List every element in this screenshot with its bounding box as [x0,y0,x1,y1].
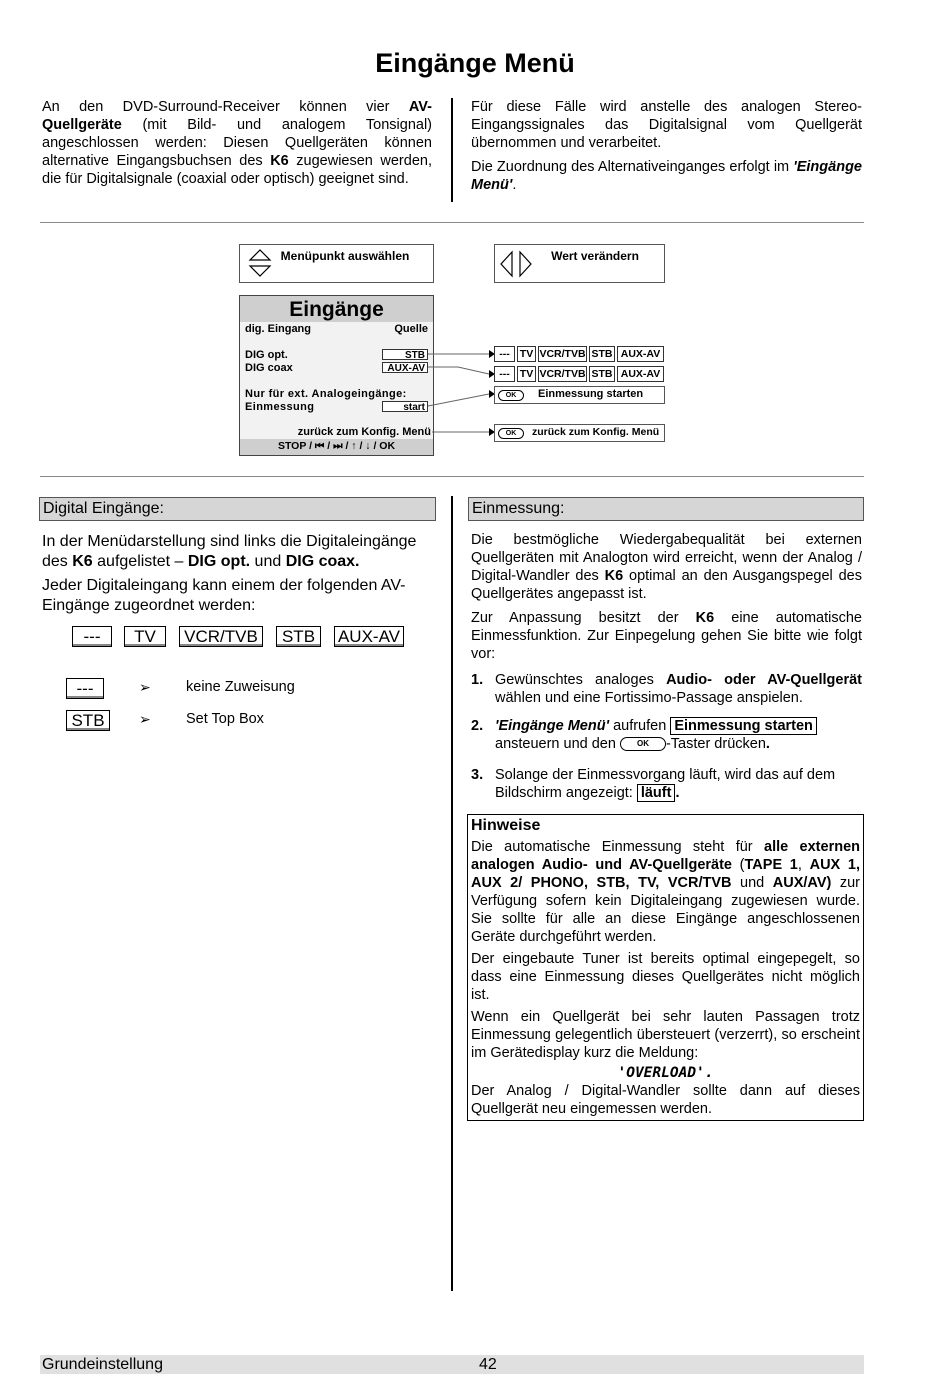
menu-dig-opt: DIG opt. [245,349,288,361]
menu-bottom-keys: STOP / ⏮ / ⏭ / ↑ / ↓ / OK [277,440,396,452]
digital-section-header: Digital Eingänge: [39,497,436,521]
back-action-label: zurück zum Konfig. Menü [532,426,660,438]
opt-tag: TV [517,366,536,382]
option-row-coax [494,366,664,383]
menu-screen-title: Eingänge [240,296,433,322]
opt-tag: AUX-AV [617,366,664,382]
menu-einmessung: Einmessung [245,401,315,413]
hinweise-box: Hinweise Die automatische Einmessung steht für alle externen analogen Audio- und AV-Quellgeräte (TAPE 1, AUX 1, AUX 2/ PHONO, STB, TV, VCR/TVB und AUX/AV) zur Verfügung sofern kein Digitaleingang zugewiesen wurde. Sie sollte für alle an diese Eingänge angeschlossenen Geräte durchgeführt werden. Der eingebaute Tuner ist bereits optimal eingepegelt, so dass eine Einmessung dieses Quellgerätes nicht möglich ist. Wenn ein Quellgerät bei sehr lauten Passagen trotz Einmessung gelegentlich übersteuert (verzerrt), so erscheint im Gerätedisplay kurz die Meldung: 'OVERLOAD'. Der Analog / Digital-Wandler sollte dann auf dieses Quellgerät neu eingemessen werden. [467,814,864,1121]
ok-button-icon: OK [498,390,524,401]
legend-arrow-icon: ➢ [139,679,151,695]
connector-lines [0,0,950,470]
ok-button-icon: OK [498,428,524,439]
page-number: 42 [479,1356,497,1373]
hinweise-title: Hinweise [471,817,541,834]
option-key: VCR/TVB [179,626,263,647]
menu-analog-note: Nur für ext. Analogeingänge: [245,388,407,400]
digital-text: In der Menüdarstellung sind links die Digitaleingänge des K6 aufgelistet – DIG opt. und DIG coax. Jeder Digitaleingang kann einem der folgenden AV-Eingänge zugeordnet werden: [42,533,417,614]
laeuft-box: läuft [637,784,676,802]
legend-key: --- [66,678,104,699]
legend-key: STB [66,710,110,731]
intro-right: Für diese Fälle wird anstelle des analogen Stereo-Eingangssignales das Digitalsignal vom Quellgerät übernommen und verarbeitet. Die Zuordnung des Alternativeinganges erfolgt im 'Eingänge Menü'. [471,99,862,193]
menu-diagram [0,0,950,470]
opt-tag: TV [517,346,536,362]
back-action-box [494,424,665,442]
page-title: Eingänge Menü [375,48,575,78]
intro-left: An den DVD-Surround-Receiver können vier AV-Quellgeräte (mit Bild- und analogem Tonsignal) angeschlossen werden: Diesen Quellgeräten können alternative Eingangsbuchsen des K6 zugewiesen werden, die für Digitalsignale (coaxial oder optisch) geeignet sind. [42,99,432,187]
opt-tag: VCR/TVB [539,348,586,360]
option-row-opt [494,346,664,363]
legend-arrow-icon: ➢ [139,711,151,727]
opt-tag: --- [494,366,515,382]
menu-dig-coax: DIG coax [245,362,293,374]
menu-col-right: Quelle [394,323,428,335]
legend-text: Set Top Box [186,711,264,727]
option-key: --- [72,626,112,647]
option-key: TV [124,626,166,647]
column-divider-bottom [451,496,453,1291]
einmessung-section-header: Einmessung: [468,497,864,521]
opt-tag: STB [589,366,615,382]
menu-dig-coax-value: AUX-AV [382,362,428,373]
ok-key-icon: OK [620,737,666,751]
start-action-label: Einmessung starten [538,388,644,400]
opt-tag: STB [589,346,615,362]
step-3: 3. Solange der Einmessvorgang läuft, wird das auf dem Bildschirm angezeigt: läuft . [471,767,836,801]
overload-display: 'OVERLOAD'. [617,1065,714,1081]
opt-tag: VCR/TVB [539,368,586,380]
option-key: AUX-AV [334,626,404,647]
footer-bar [40,1355,864,1374]
value-hint-label: Wert verändern [551,249,639,263]
legend-text: keine Zuweisung [186,679,295,695]
nav-hint-label: Menüpunkt auswählen [280,249,410,263]
footer-section: Grundeinstellung [42,1356,163,1373]
opt-tag: --- [494,346,515,362]
menu-back: zurück zum Konfig. Menü [297,426,431,438]
menu-start-value: start [382,401,428,412]
opt-tag: AUX-AV [617,346,664,362]
menu-dig-opt-value: STB [382,349,428,360]
option-key: STB [276,626,321,647]
einmessung-text: Die bestmögliche Wiedergabequalität bei externen Quellgeräten mit Analogton wird erreicht, wenn der Analog / Digital-Wandler des K6 optimal an den Ausgangspegel des Quellgerätes angepasst ist. Zur Anpassung besitzt der K6 eine automatische Einmessfunktion. Zur Einpegelung gehen Sie bitte wie folgt vor: [471,532,862,662]
divider-line-2 [40,476,864,477]
einmessung-starten-box: Einmessung starten [670,717,817,735]
step-1: 1. Gewünschtes analoges Audio- oder AV-Quellgerät wählen und eine Fortissimo-Passage anspielen. [471,672,863,706]
start-action-box [494,386,665,404]
step-2: 2. 'Eingänge Menü' aufrufen Einmessung starten ansteuern und den OK -Taster drücken. [471,717,862,753]
menu-col-left: dig. Eingang [245,323,311,335]
